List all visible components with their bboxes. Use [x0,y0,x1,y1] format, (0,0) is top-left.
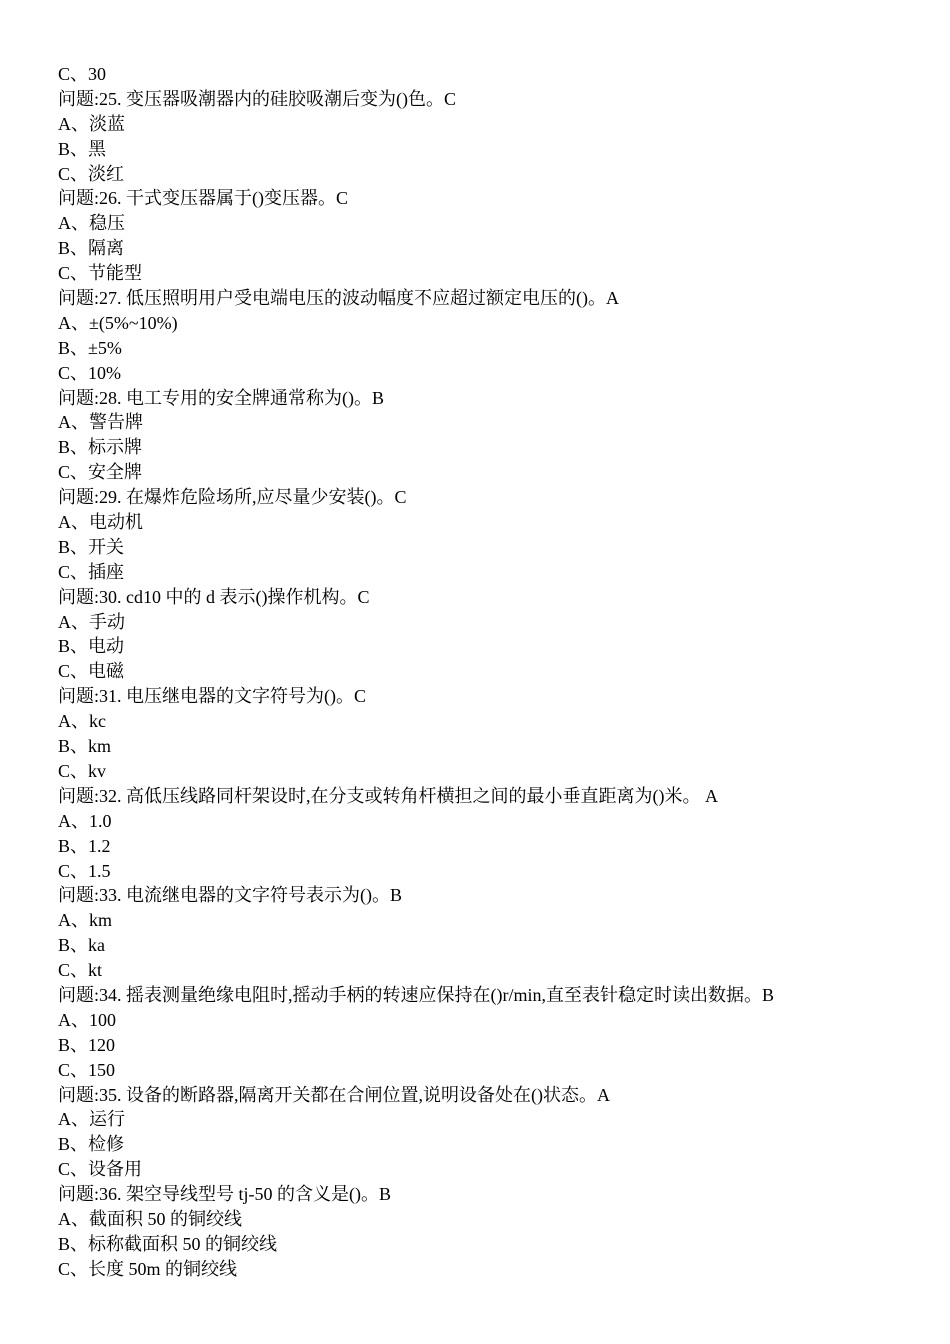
option-line: C、30 [58,64,107,84]
option-line: A、1.0 [58,810,112,831]
question-line: 问题:28. 电工专用的安全牌通常称为()。B [58,387,384,408]
option-line: C、10% [58,362,121,383]
option-line: B、黑 [58,138,107,159]
option-line: B、ka [58,935,105,956]
option-line: A、100 [58,1009,116,1030]
option-line: A、警告牌 [58,412,143,433]
question-line: 问题:34. 摇表测量绝缘电阻时,摇动手柄的转速应保持在()r/min,直至表针稳定时读出数据。B [58,984,774,1005]
option-line: C、长度 50m 的铜绞线 [58,1258,238,1279]
option-line: C、kt [58,960,103,981]
question-line: 问题:25. 变压器吸潮器内的硅胶吸潮后变为()色。C [58,88,456,109]
option-line: C、安全牌 [58,462,143,483]
option-line: B、检修 [58,1134,125,1155]
option-line: A、±(5%~10%) [58,312,178,333]
option-line: B、开关 [58,536,125,557]
option-line: B、120 [58,1034,116,1055]
option-line: C、节能型 [58,263,143,284]
document-body [58,62,928,1282]
option-line: A、km [58,910,112,931]
option-line: B、标示牌 [58,437,143,458]
option-line: A、运行 [58,1109,125,1130]
option-line: A、淡蓝 [58,113,125,134]
option-line: B、1.2 [58,835,111,856]
option-line: C、150 [58,1059,116,1080]
option-line: C、1.5 [58,860,111,881]
question-line: 问题:29. 在爆炸危险场所,应尽量少安装()。C [58,487,407,508]
option-line: B、±5% [58,337,122,358]
question-line: 问题:36. 架空导线型号 tj-50 的含义是()。B [58,1184,391,1205]
option-line: C、淡红 [58,163,125,184]
option-line: C、插座 [58,561,125,582]
question-line: 问题:30. cd10 中的 d 表示()操作机构。C [58,586,370,607]
option-line: A、稳压 [58,213,125,234]
option-line: C、电磁 [58,661,125,682]
option-line: C、设备用 [58,1159,143,1180]
question-line: 问题:35. 设备的断路器,隔离开关都在合闸位置,说明设备处在()状态。A [58,1084,610,1105]
option-line: A、截面积 50 的铜绞线 [58,1208,242,1229]
option-line: B、km [58,736,112,757]
option-line: A、kc [58,711,106,732]
question-line: 问题:27. 低压照明用户受电端电压的波动幅度不应超过额定电压的()。A [58,288,619,309]
question-line: 问题:26. 干式变压器属于()变压器。C [58,188,348,209]
option-line: B、标称截面积 50 的铜绞线 [58,1233,278,1254]
question-line: 问题:33. 电流继电器的文字符号表示为()。B [58,885,402,906]
option-line: B、电动 [58,636,125,657]
question-line: 问题:31. 电压继电器的文字符号为()。C [58,686,366,707]
option-line: A、电动机 [58,512,143,533]
option-line: B、隔离 [58,238,125,259]
question-line: 问题:32. 高低压线路同杆架设时,在分支或转角杆横担之间的最小垂直距离为()米。 A [58,785,718,806]
option-line: C、kv [58,760,107,781]
option-line: A、手动 [58,611,125,632]
